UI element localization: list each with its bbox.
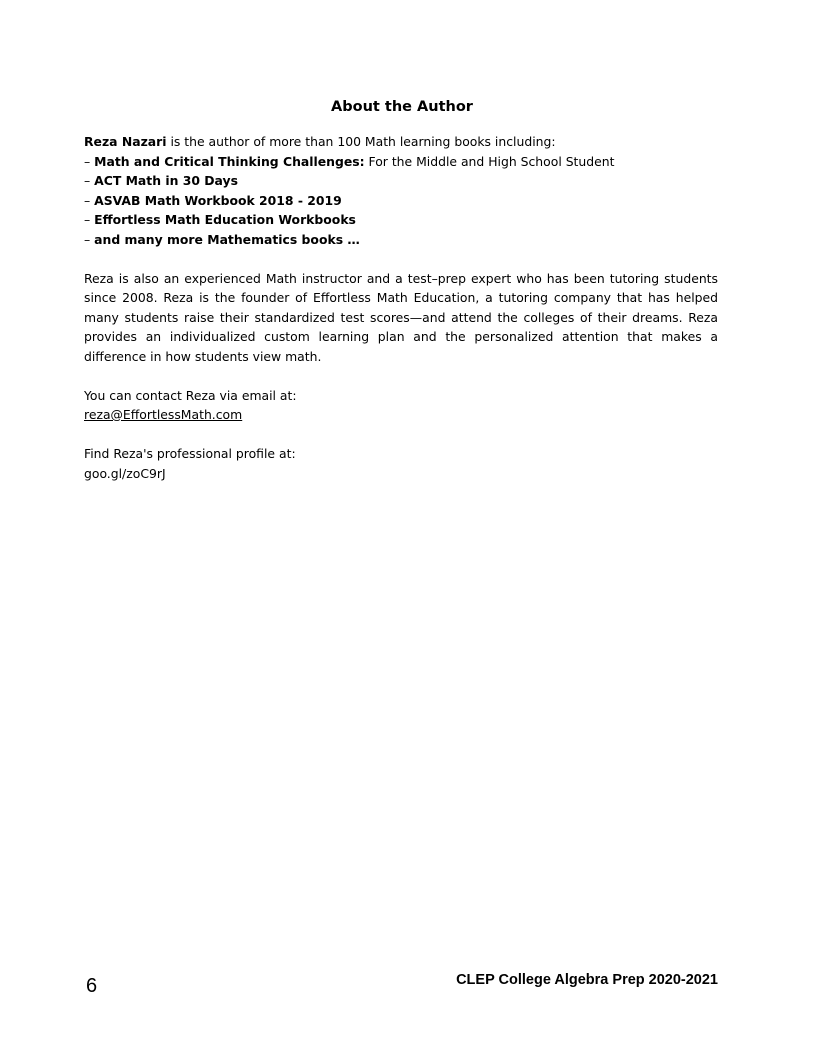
- book-title: ASVAB Math Workbook 2018 - 2019: [94, 192, 342, 208]
- spacer: [84, 249, 718, 269]
- list-dash: –: [84, 212, 95, 227]
- page-number: 6: [86, 975, 98, 997]
- list-dash: –: [84, 153, 95, 169]
- list-dash: –: [84, 231, 95, 247]
- book-title: Effortless Math Education Workbooks: [94, 212, 356, 227]
- spacer: [84, 425, 718, 445]
- author-intro-text: is the author of more than 100 Math learning books including:: [166, 134, 556, 149]
- page-title: About the Author: [331, 99, 473, 115]
- book-list-item: [84, 230, 718, 250]
- author-intro: [84, 132, 718, 152]
- book-subtitle: For the Middle and High School Student: [364, 153, 615, 169]
- list-dash: –: [84, 192, 95, 208]
- author-name: Reza Nazari: [84, 134, 167, 149]
- book-list-item: [84, 210, 718, 230]
- author-section: [84, 132, 718, 483]
- list-dash: –: [84, 173, 95, 188]
- book-list-item: [84, 152, 718, 172]
- profile-label: Find Reza's professional profile at:: [84, 446, 296, 461]
- footer-book-title: CLEP College Algebra Prep 2020-2021: [456, 972, 718, 988]
- book-title: Math and Critical Thinking Challenges:: [94, 153, 365, 169]
- contact-label: You can contact Reza via email at:: [84, 387, 297, 403]
- email-link[interactable]: reza@EffortlessMath.com: [84, 407, 243, 422]
- spacer: [84, 366, 718, 386]
- book-list-item: [84, 171, 718, 191]
- book-title: and many more Mathematics books …: [94, 231, 360, 247]
- book-title: ACT Math in 30 Days: [94, 173, 238, 188]
- book-list-item: [84, 191, 718, 211]
- profile-link[interactable]: goo.gl/zoC9rJ: [84, 465, 166, 481]
- author-bio: Reza is also an experienced Math instructor and a test–prep expert who has been tutoring students since 2008. Reza is the founder of Effortless Math Education, a tutoring company that has helped many students raise their standardized test scores—and attend the colleges of their dreams. Reza provides an individualized custom learning plan and the personalized attention that makes a difference in how students view math.: [84, 270, 718, 364]
